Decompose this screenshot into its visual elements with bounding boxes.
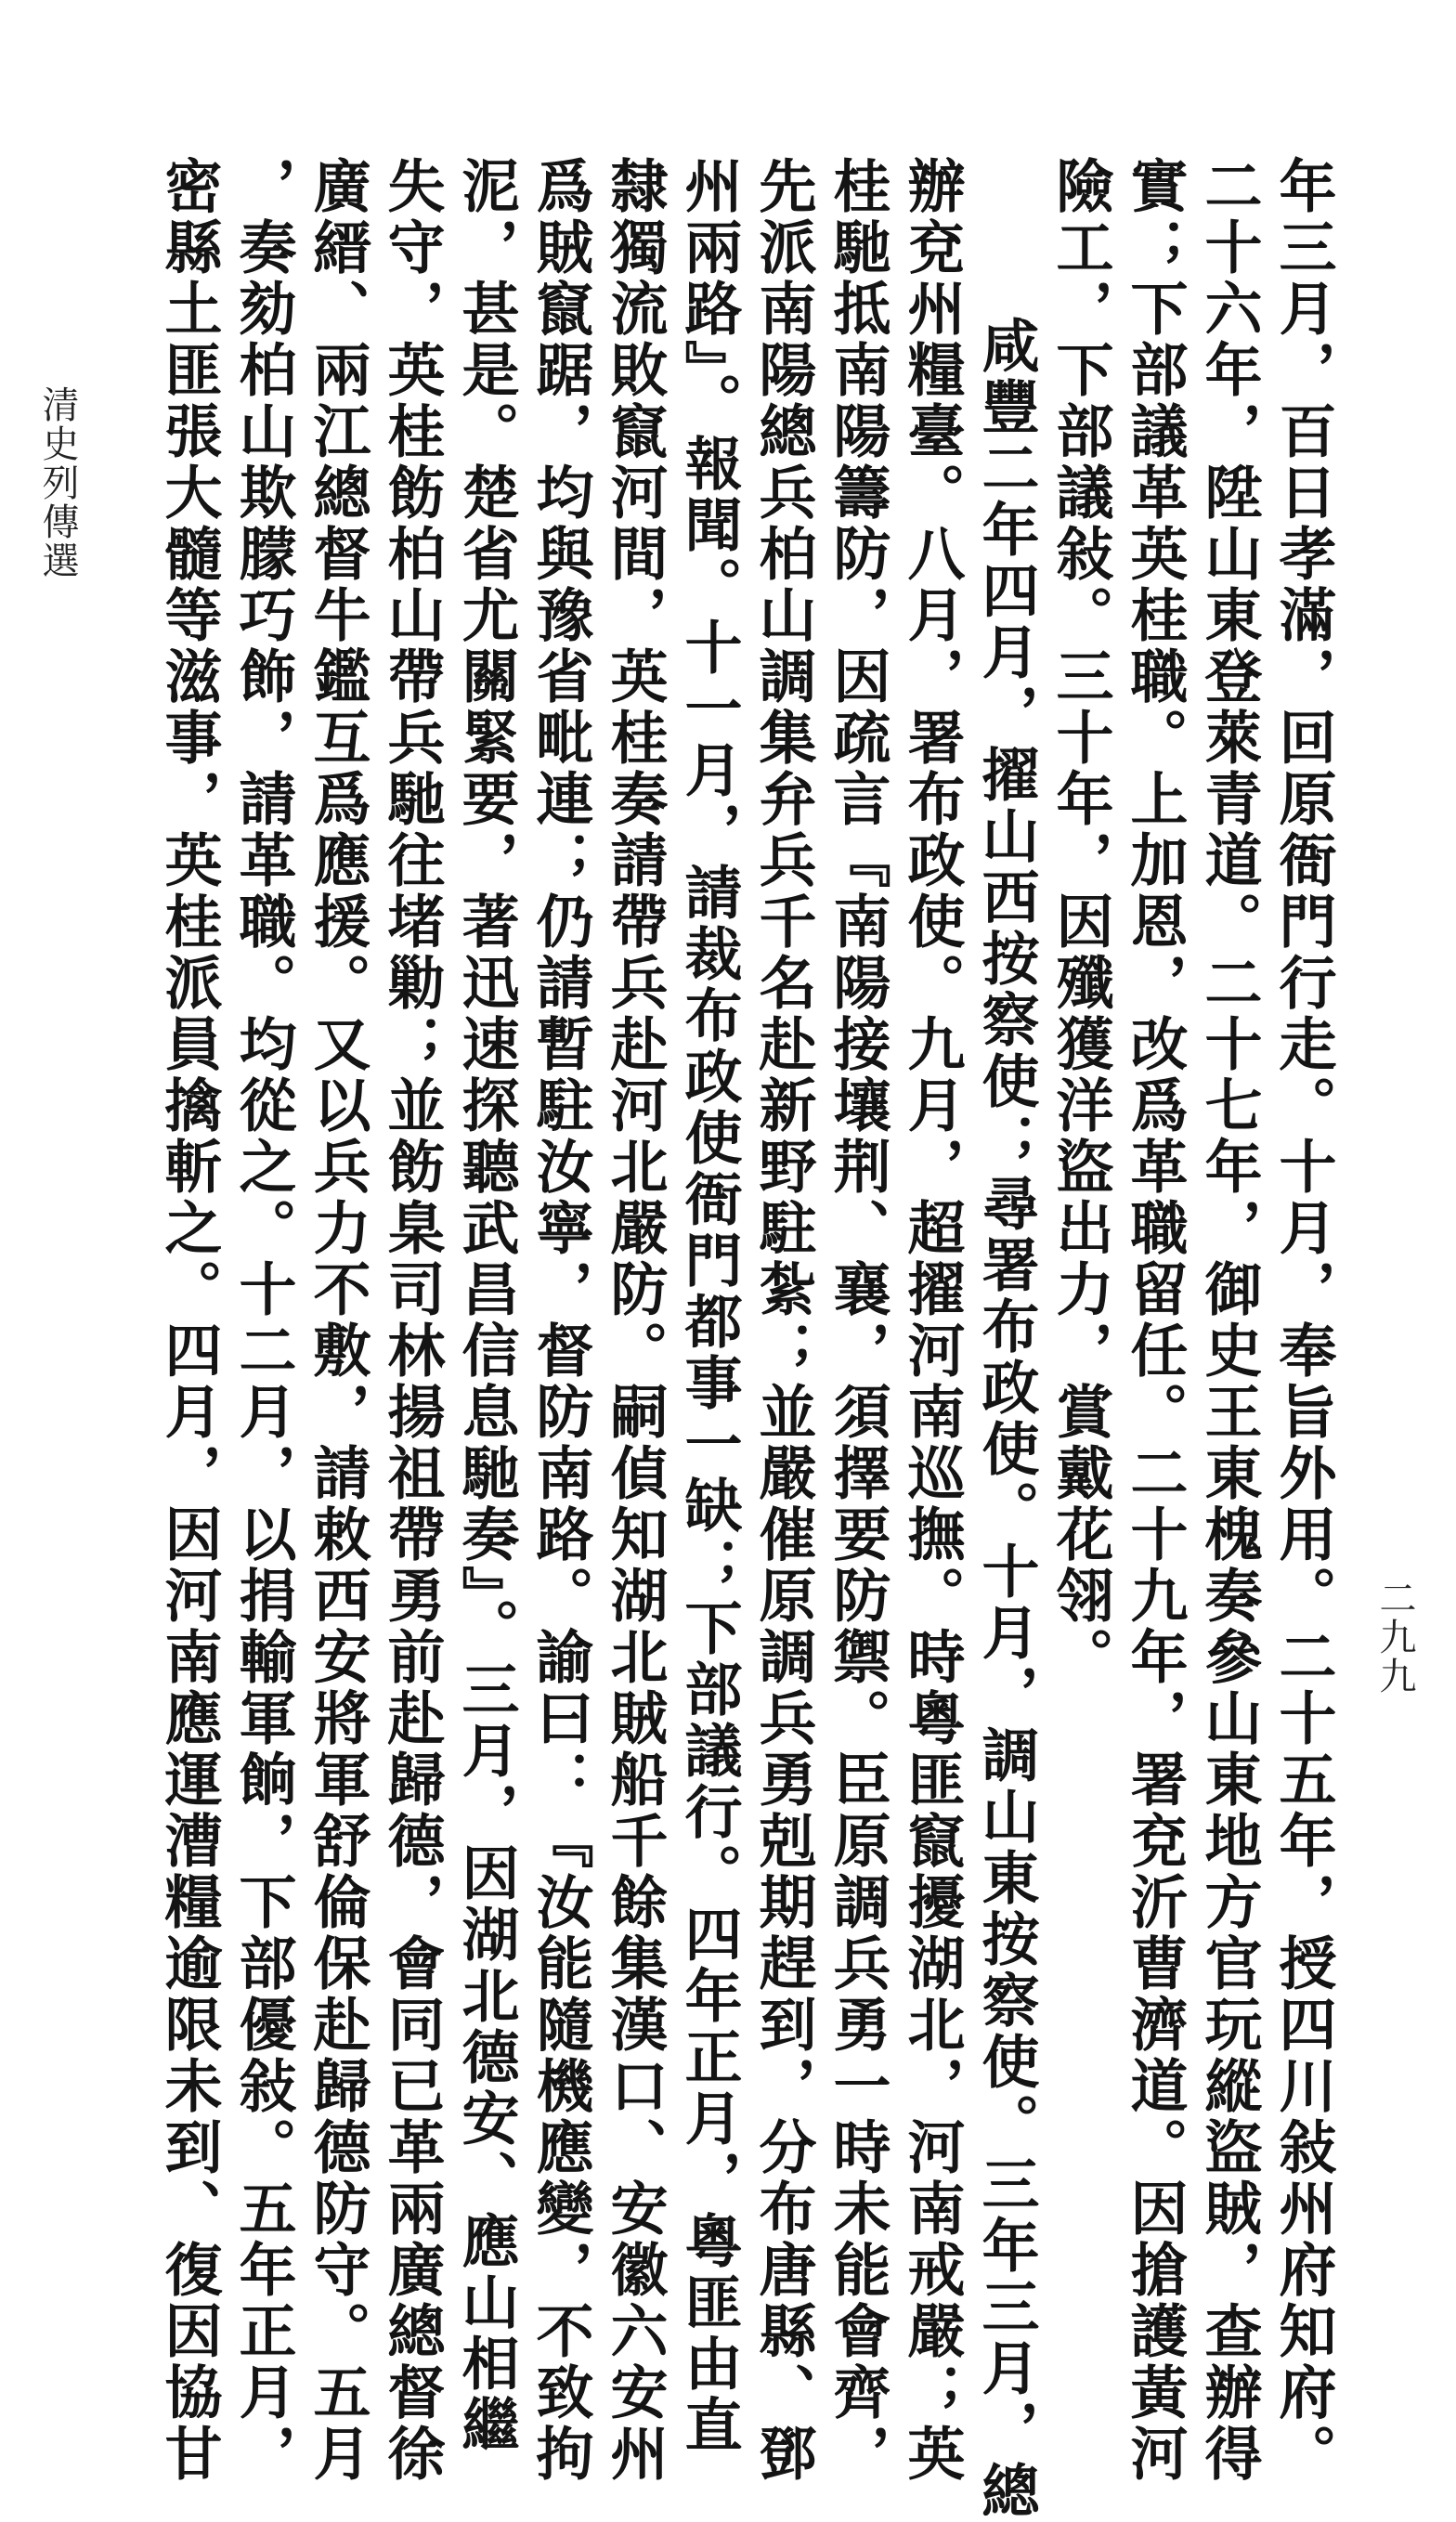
text-column: 泥，甚是。楚省尤關緊要，著迅速探聽武昌信息馳奏』。三月，因湖北德安、應山相繼 xyxy=(452,156,520,2456)
text-column: 密縣土匪張大髓等滋事，英桂派員擒斬之。四月，因河南應運漕糧逾限未到、復因協甘 xyxy=(155,156,223,2485)
page-number: 二九九 xyxy=(1373,1579,1416,1696)
text-column: 隸獨流敗竄河間，英桂奏請帶兵赴河北嚴防。嗣偵知湖北賊船千餘集漢口、安徽六安州 xyxy=(601,156,669,2485)
text-column: 辦兗州糧臺。八月，署布政使。九月，超擢河南巡撫。時粵匪竄擾湖北，河南戒嚴；英 xyxy=(898,156,966,2485)
text-column: 失守，英桂飭柏山帶兵馳往堵勦；並飭臬司林揚祖帶勇前赴歸德，會同已革兩廣總督徐 xyxy=(378,156,446,2485)
text-column: 險工，下部議敍。三十年，因殲獲洋盜出力，賞戴花翎。 xyxy=(1046,156,1114,1688)
text-column: 桂馳抵南陽籌防，因疏言『南陽接壤荆、襄，須擇要防禦。臣原調兵勇一時未能會齊， xyxy=(824,156,891,2485)
text-column: 實；下部議革英桂職。上加恩，改爲革職留任。二十九年，署兗沂曹濟道。因搶護黃河 xyxy=(1121,156,1189,2485)
text-column: ，奏劾柏山欺朦巧飾，請革職。均從之。十二月，以捐輸軍餉，下部優敍。五年正月， xyxy=(229,156,297,2485)
running-title: 清史列傳選 xyxy=(36,385,79,580)
text-column: 咸豐二年四月，擢山西按察使；尋署布政使。十月，調山東按察使。三年三月，總 xyxy=(972,316,1040,2522)
text-column: 先派南陽總兵柏山調集弁兵千名赴新野駐紮；並嚴催原調兵勇剋期趕到，分布唐縣、鄧 xyxy=(749,156,817,2485)
text-column: 二十六年，陞山東登萊青道。二十七年，御史王東槐奏參山東地方官玩縱盜賊，查辦得 xyxy=(1195,156,1263,2485)
text-column: 州兩路』。報聞。十一月，請裁布政使衙門都事一缺；下部議行。四年正月，粵匪由直 xyxy=(675,156,743,2456)
text-column: 廣縉、兩江總督牛鑑互爲應援。又以兵力不敷，請敕西安將軍舒倫保赴歸德防守。五月 xyxy=(304,156,371,2485)
text-column: 年三月，百日孝滿，回原衙門行走。十月，奉旨外用。二十五年，授四川敍州府知府。 xyxy=(1269,156,1337,2485)
text-column: 爲賊竄踞，均與豫省毗連；仍請暫駐汝寧，督防南路。諭曰：『汝能隨機應變，不致拘 xyxy=(526,156,594,2485)
